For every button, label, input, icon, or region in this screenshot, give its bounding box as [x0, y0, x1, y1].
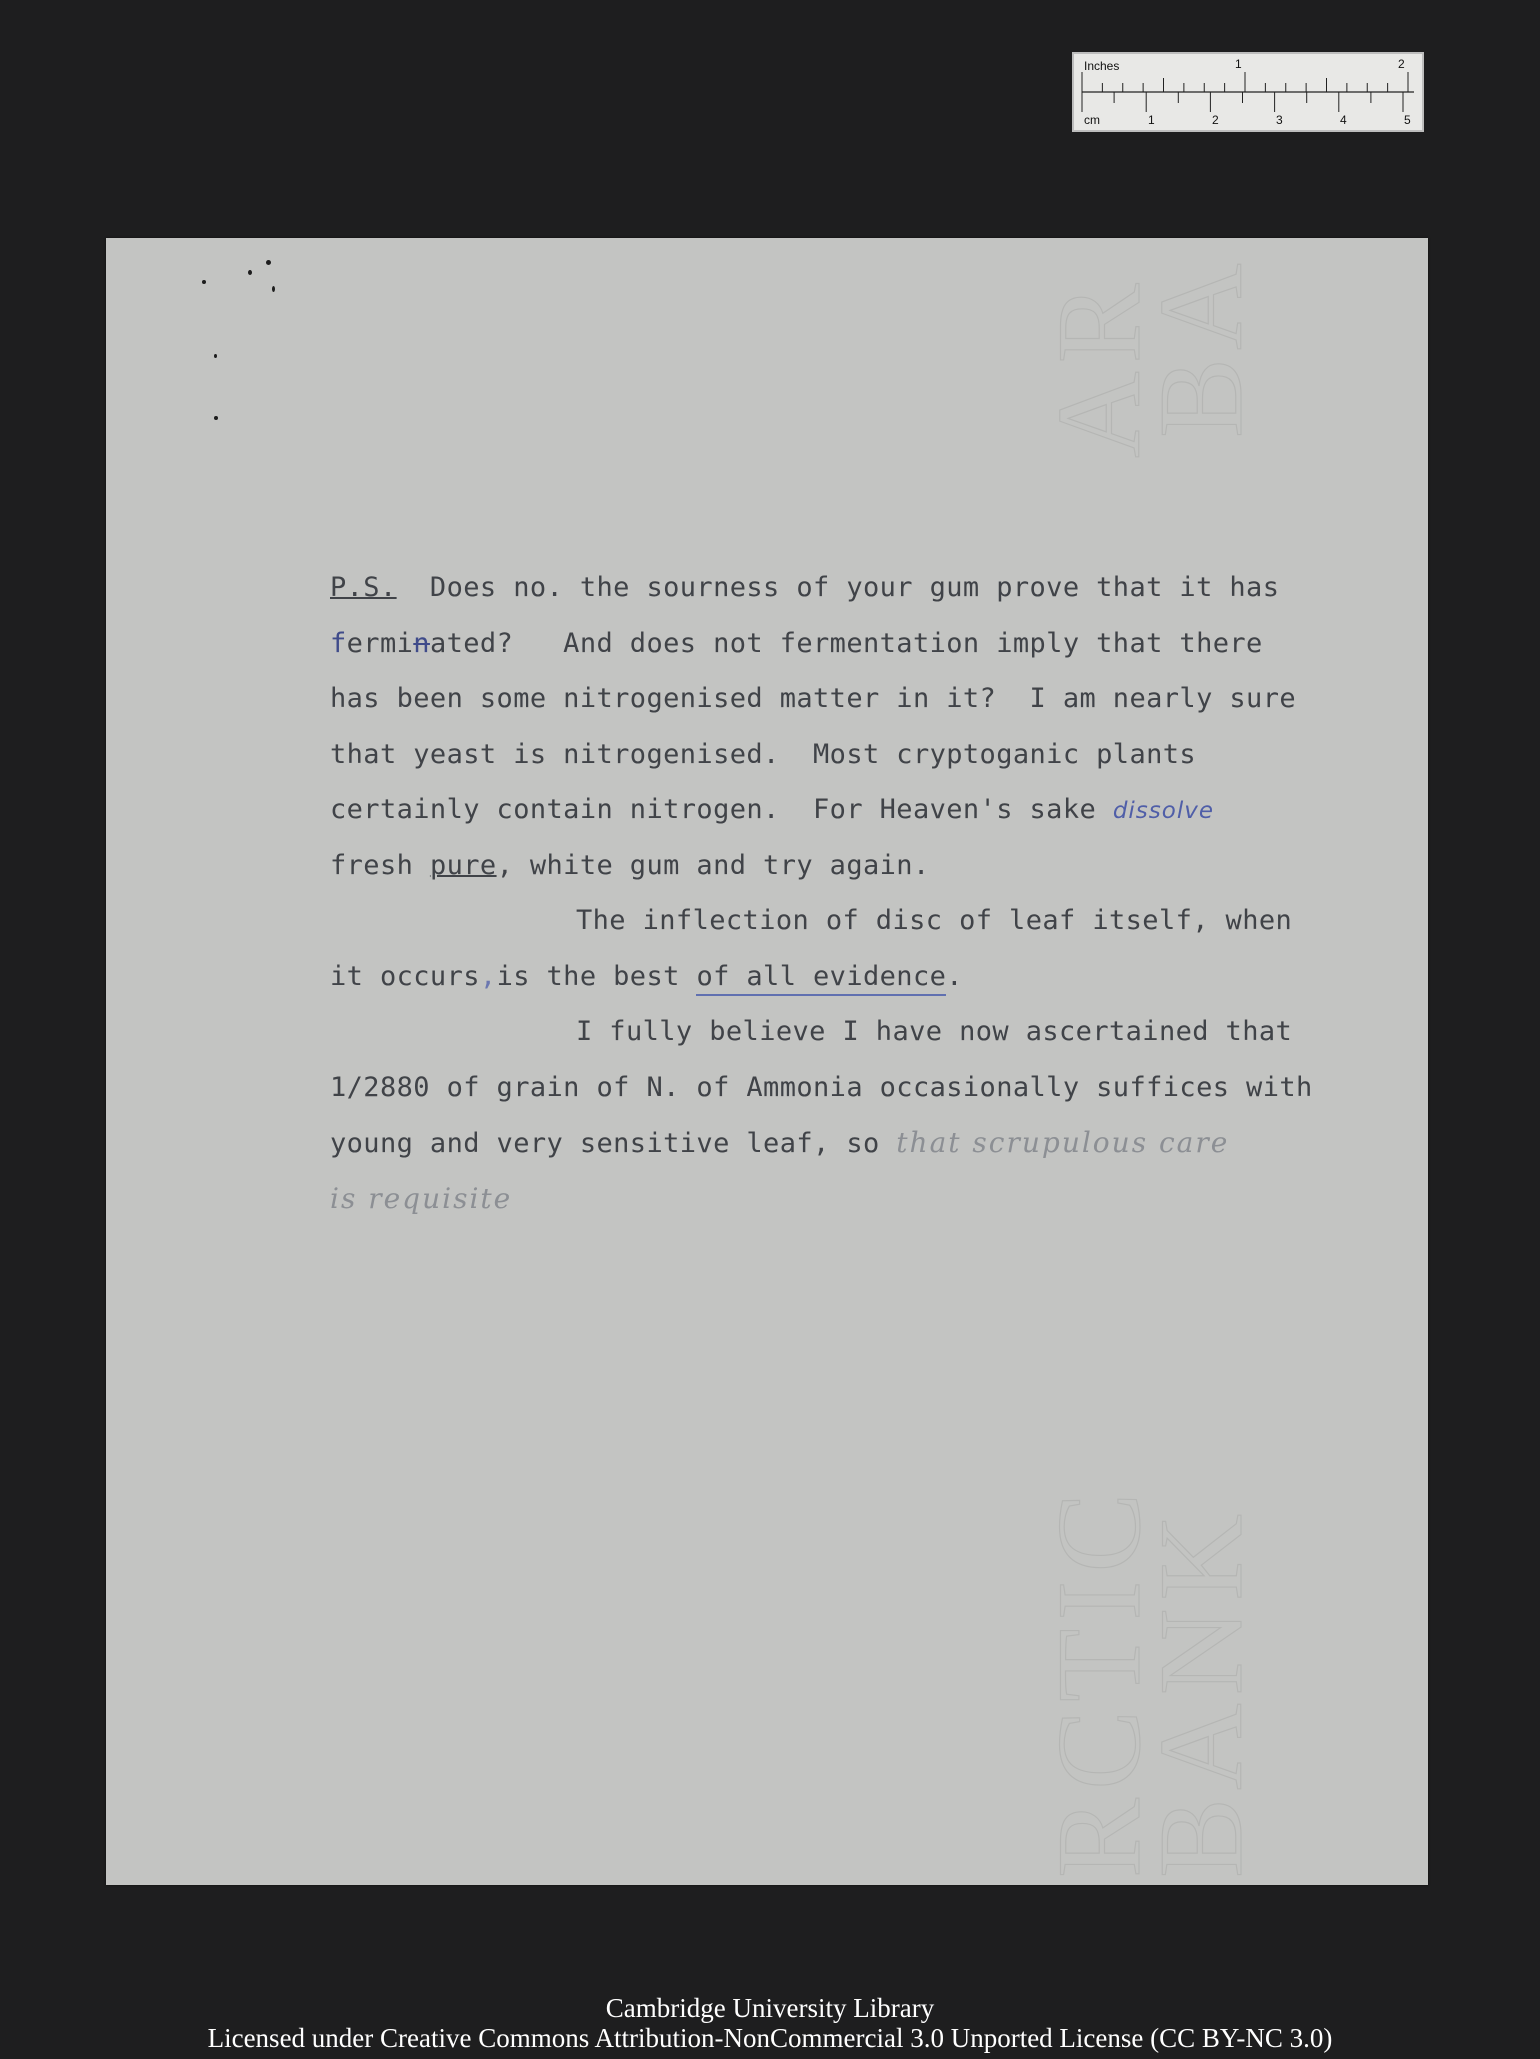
ruler-graphic — [1074, 54, 1422, 130]
footer-license: Licensed under Creative Commons Attribution-NonCommercial 3.0 Unported License (CC BY-NC 3.0) — [207, 2023, 1333, 2053]
ruler-cm-label-1: 1 — [1148, 113, 1155, 127]
line-text: . — [946, 960, 963, 992]
text-line — [330, 616, 1330, 672]
ruler-cm-label-2: 2 — [1212, 113, 1219, 127]
footer-institution: Cambridge University Library — [605, 1993, 935, 2023]
line-text: Does no. the sourness of your gum prove that it has — [396, 572, 1280, 603]
text-line: 1/2880 of grain of N. of Ammonia occasionally suffices with — [330, 1071, 1313, 1103]
line-text: is the best — [496, 960, 697, 992]
struck-letter: n — [413, 627, 430, 659]
scale-ruler — [1072, 52, 1424, 132]
punch-mark — [202, 280, 206, 284]
text-line — [330, 949, 1330, 1005]
punch-mark — [272, 286, 275, 292]
text-line: has been some nitrogenised matter in it? I am nearly sure — [330, 683, 1297, 714]
punch-mark — [214, 416, 218, 420]
text-line — [330, 560, 1330, 616]
text-line — [330, 1115, 1330, 1171]
text-line — [330, 1171, 1330, 1227]
ruler-inch-label-1: 1 — [1235, 57, 1242, 71]
line-text: fresh — [330, 849, 430, 881]
text-line: The inflection of disc of leaf itself, when — [576, 905, 1293, 936]
punch-mark — [266, 260, 271, 265]
text-line — [330, 782, 1330, 838]
line-text: certainly contain nitrogen. For Heaven's sake — [330, 794, 1113, 825]
pencil-annotation: is requisite — [330, 1181, 513, 1215]
watermark-top-line-1: AR — [1032, 275, 1165, 458]
pencil-annotation: that scrupulous care — [896, 1126, 1230, 1159]
punch-mark — [214, 354, 217, 358]
watermark-bottom-line-2: BANK — [1134, 1505, 1267, 1878]
line-text: ermi — [346, 627, 414, 659]
ruler-inch-label-2: 2 — [1398, 57, 1405, 71]
inserted-comma: , — [479, 960, 497, 992]
attribution-footer — [0, 1993, 1540, 2053]
text-line: I fully believe I have now ascertained that — [576, 1016, 1293, 1047]
underlined-word: pure — [429, 849, 497, 881]
text-line: that yeast is nitrogenised. Most cryptoganic plants — [330, 738, 1197, 770]
line-text: it occurs — [330, 960, 480, 992]
punch-mark — [248, 270, 252, 275]
ruler-unit-cm: cm — [1084, 113, 1100, 127]
underlined-phrase: of all evidence — [696, 961, 946, 996]
watermark-bottom-line-1: RCTIC — [1032, 1484, 1165, 1878]
line-text: , white gum and try again. — [496, 849, 930, 881]
letter-body — [330, 560, 1330, 1226]
text-line — [330, 838, 1330, 894]
line-text: ated? And does not fermentation imply that there — [429, 627, 1263, 659]
ruler-cm-label-3: 3 — [1276, 113, 1283, 127]
corrected-letter: f — [330, 627, 347, 659]
ps-label: P.S. — [330, 572, 397, 603]
ruler-cm-label-4: 4 — [1340, 113, 1347, 127]
cm-ticks — [1082, 92, 1403, 112]
line-text: young and very sensitive leaf, so — [330, 1128, 897, 1159]
ruler-unit-inches: Inches — [1084, 59, 1120, 73]
ruler-cm-label-5: 5 — [1404, 113, 1411, 127]
letter-page — [106, 238, 1428, 1885]
inch-ticks — [1082, 72, 1408, 92]
watermark-top-line-2: BA — [1134, 255, 1267, 438]
handwritten-insertion: dissolve — [1112, 798, 1214, 824]
